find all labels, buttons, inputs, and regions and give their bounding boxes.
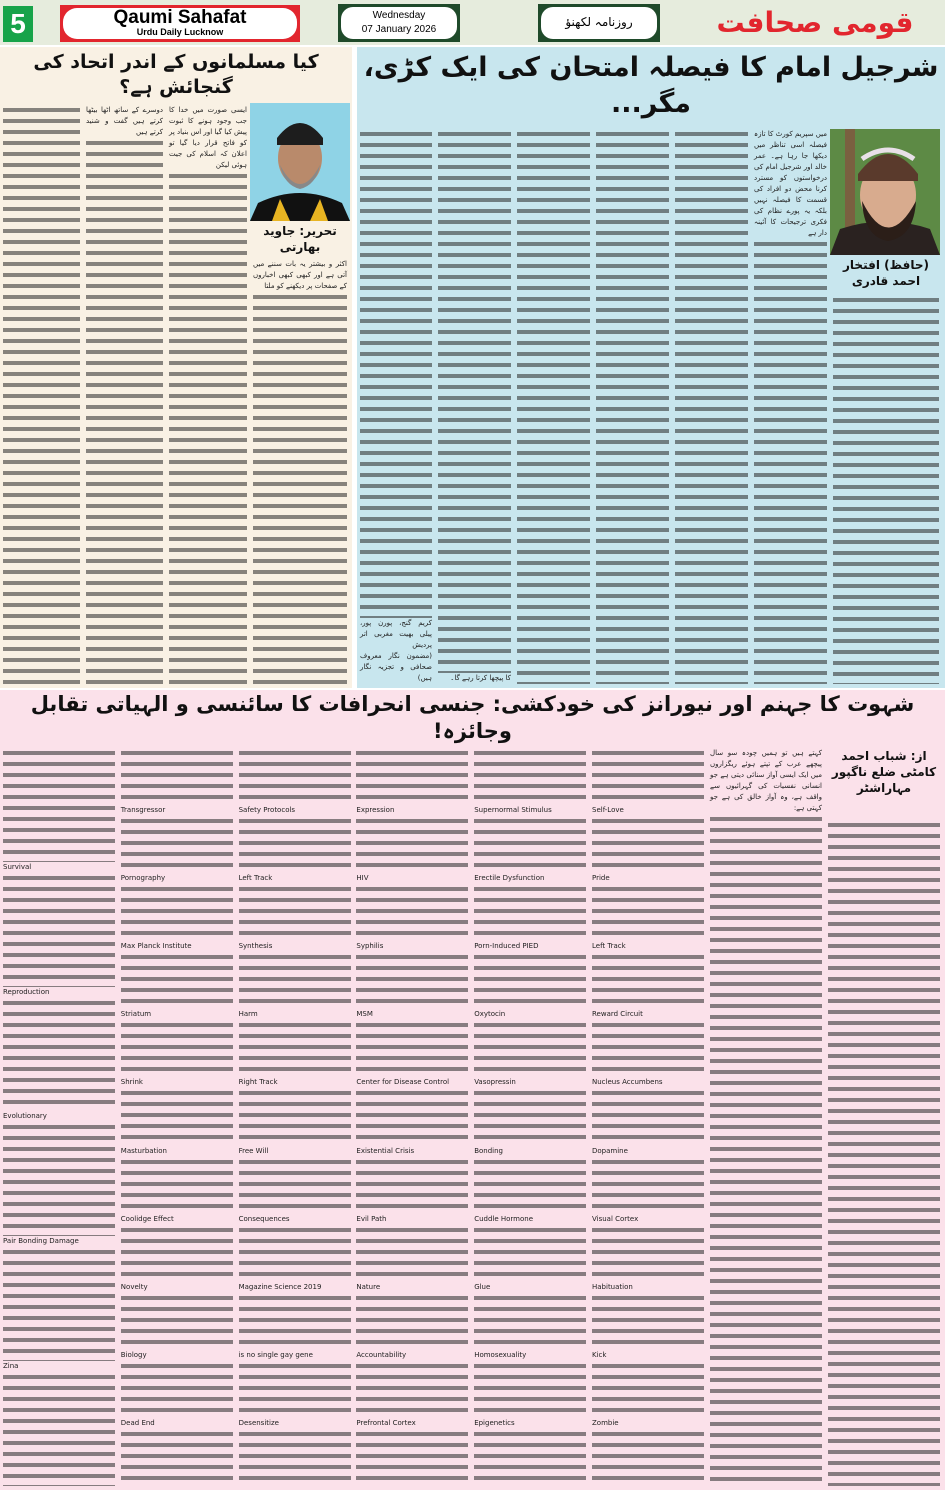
technical-term: Cuddle Hormone [474, 1214, 534, 1223]
technical-term: Dead End [120, 1418, 155, 1427]
body-text: میں سپریم کورٹ کا تازہ فیصلہ اسی تناظر میں دیکھا جا رہا ہے۔ عمر خالد اور شرجیل امام کی درخواستوں کو مسترد کرنا محض دو افراد کی قسمت کا فیصلہ نہیں بلکہ یہ پورے نظام کی فکری ترجیحات کا آئینہ دار ہے [754, 130, 827, 237]
body-text-block [474, 748, 586, 805]
technical-term: Evolutionary [3, 1112, 47, 1121]
body-text-block [356, 1020, 468, 1077]
body-text-block [474, 1293, 586, 1350]
technical-term: Pornography [120, 874, 166, 883]
technical-term: Self-Love [592, 806, 624, 815]
body-text-block [3, 748, 115, 862]
technical-term: Left Track [238, 874, 273, 883]
body-text: دوسرے کے ساتھ اٹھا بیٹھا کرتے ہیں گفت و شنید کرتے ہیں [86, 106, 163, 136]
body-text-block [596, 129, 669, 684]
technical-term: Expression [356, 806, 395, 815]
technical-term: Prefrontal Cortex [356, 1418, 416, 1427]
body-text-block [239, 884, 351, 941]
body-column [118, 748, 236, 1486]
body-text-block [474, 1088, 586, 1145]
technical-term: Kick [592, 1350, 607, 1359]
body-text-block [474, 884, 586, 941]
body-text-block [3, 1247, 115, 1361]
technical-term: HIV [356, 874, 369, 883]
technical-term: Syphilis [356, 942, 384, 951]
body-text-block [592, 1088, 704, 1145]
technical-term: Erectile Dysfunction [474, 874, 545, 883]
author-photo [250, 103, 350, 221]
author-portrait-icon [830, 129, 940, 255]
technical-term: Free Will [238, 1146, 269, 1155]
date-box [338, 4, 460, 42]
body-text-block [86, 138, 163, 685]
body-text-block [356, 1225, 468, 1282]
technical-term: Striatum [120, 1010, 152, 1019]
technical-term: Max Planck Institute [120, 942, 192, 951]
technical-term: Left Track [592, 942, 626, 951]
technical-term: Consequences [238, 1214, 290, 1223]
body-text-block [592, 884, 704, 941]
body-column [353, 748, 471, 1486]
technical-term: Oxytocin [474, 1010, 506, 1019]
body-column [471, 748, 589, 1486]
technical-term: Supernormal Stimulus [474, 806, 552, 815]
technical-term: Zombie [592, 1418, 619, 1427]
body-text-block [239, 1361, 351, 1418]
body-text-block [121, 1361, 233, 1418]
technical-term: Evil Path [356, 1214, 387, 1223]
body-text-block [356, 1429, 468, 1486]
body-text-block [121, 1429, 233, 1486]
body-text-block [121, 1225, 233, 1282]
body-text-block [121, 1088, 233, 1145]
body-text-block [121, 1020, 233, 1077]
byline-name: از: شباب احمد [841, 749, 927, 763]
technical-term: Survival [3, 862, 32, 871]
body-text-block [356, 952, 468, 1009]
body-text-block [474, 1225, 586, 1282]
body-text-block [356, 1361, 468, 1418]
date: 07 January 2026 [361, 24, 437, 35]
body-text-block [592, 952, 704, 1009]
body-text: ایسی صورت میں خدا کا جب وجود ہونے کا ثبوت پیش کیا گیا اور اس بنیاد پر کو فاتح قرار دیا گیا تو اعلان کہ اسلام کی جیت ہوئی لیکن [169, 106, 247, 169]
technical-term: Pair Bonding Damage [3, 1237, 79, 1246]
body-column [0, 748, 118, 1486]
body-text-block [3, 1122, 115, 1236]
technical-term: Reproduction [3, 987, 50, 996]
body-text-block [356, 1293, 468, 1350]
body-column [589, 748, 707, 1486]
technical-term: Existential Crisis [356, 1146, 415, 1155]
body-column [236, 748, 354, 1486]
weekday: Wednesday [372, 10, 426, 21]
body-text-block [474, 1429, 586, 1486]
body-text-block [3, 105, 80, 685]
technical-term: Synthesis [238, 942, 273, 951]
technical-term: Vasopressin [474, 1078, 516, 1087]
author-portrait-icon [250, 103, 350, 221]
body-text: کہتے ہیں تو ہمیں چودہ سو سال پیچھے عرب کے تپتے ہوئے ریگزاروں میں ایک ایسی آواز سنائی دیتی ہے جو انسانی نفسیات کی گہرائیوں سے واقف ہے، وہ آواز خالق کی ہے جو کہتی ہے: [710, 749, 822, 812]
urdu-logo: قومی صحافت [716, 6, 914, 39]
bottom-byline [825, 748, 943, 816]
body-text-block [474, 1361, 586, 1418]
technical-term: Epigenetics [474, 1418, 515, 1427]
author-location: کریم گنج، پورن پور، پیلی بھیت مغربی اتر پردیش [360, 619, 432, 649]
urdu-tag-box [538, 4, 660, 42]
body-text-block [356, 884, 468, 941]
body-text-block [592, 1429, 704, 1486]
body-text-block [754, 239, 827, 684]
body-text-block [828, 820, 940, 1486]
body-text-block [474, 1020, 586, 1077]
body-text-block [592, 1225, 704, 1282]
body-text-block [474, 816, 586, 873]
body-text-block [360, 129, 432, 618]
masthead-subtitle: Urdu Daily Lucknow [136, 27, 224, 37]
technical-term: Pride [592, 874, 610, 883]
body-text-block [121, 1293, 233, 1350]
body-text-block [356, 1157, 468, 1214]
left-byline: تحریر: جاوید بھارتی [263, 224, 337, 254]
body-text-block [833, 295, 939, 684]
body-text-end: کا پیچھا کرتا رہے گا۔ [450, 674, 511, 682]
body-text-block [592, 1157, 704, 1214]
technical-term: Right Track [238, 1078, 278, 1087]
technical-term: Novelty [120, 1282, 148, 1291]
technical-term: Safety Protocols [238, 806, 296, 815]
masthead-logo [60, 5, 300, 42]
body-text-block [474, 1157, 586, 1214]
body-text-block [356, 1088, 468, 1145]
body-text-block [121, 816, 233, 873]
technical-term: Center for Disease Control [356, 1078, 450, 1087]
body-text-block [169, 171, 247, 685]
body-text-block [710, 814, 822, 1486]
author-note: (مضمون نگار معروف صحافی و تجزیہ نگار ہیں) [360, 652, 432, 682]
technical-term: Reward Circuit [592, 1010, 643, 1019]
body-text-block [121, 884, 233, 941]
left-headline: کیا مسلمانوں کے اندر اتحاد کی گنجائش ہے؟ [33, 50, 319, 98]
body-text-block [239, 748, 351, 805]
urdu-tag: روزنامہ لکھنؤ [541, 7, 657, 39]
right-article [357, 47, 945, 688]
masthead-bar [0, 0, 945, 45]
body-text-block [474, 952, 586, 1009]
bottom-headline: شہوت کا جہنم اور نیورانز کی خودکشی: جنسی انحرافات کا سائنسی و الہیاتی تقابل وجائزہ! [30, 692, 915, 743]
technical-term: Desensitize [238, 1418, 279, 1427]
body-text-block [121, 1157, 233, 1214]
body-text-block [592, 1293, 704, 1350]
technical-term: Homosexuality [474, 1350, 527, 1359]
technical-term: Accountability [356, 1350, 407, 1359]
technical-term: MSM [356, 1010, 373, 1019]
body-text-block [239, 1429, 351, 1486]
technical-term: Biology [120, 1350, 147, 1359]
body-text-block [239, 1020, 351, 1077]
body-text-block [592, 1020, 704, 1077]
body-text-block [356, 748, 468, 805]
technical-term: Masturbation [120, 1146, 167, 1155]
technical-term: Harm [238, 1010, 258, 1019]
body-text-block [253, 292, 347, 685]
body-text-block [592, 1361, 704, 1418]
technical-term: Zina [3, 1362, 19, 1371]
technical-term: Coolidge Effect [120, 1214, 174, 1223]
body-text-block [239, 952, 351, 1009]
technical-term: Dopamine [592, 1146, 628, 1155]
body-text-block [592, 748, 704, 805]
technical-term: Bonding [474, 1146, 503, 1155]
body-text-block [239, 1088, 351, 1145]
body-text: اکثر و بیشتر یہ بات سننے میں آتی ہے اور کبھی کبھی اخباروں کے صفحات پر دیکھنے کو ملتا [253, 260, 347, 290]
body-text-block [239, 816, 351, 873]
body-text-block [517, 129, 590, 684]
technical-term: Nature [356, 1282, 381, 1291]
technical-term: Habituation [592, 1282, 633, 1291]
technical-term: Visual Cortex [592, 1214, 639, 1223]
technical-term: is no single gay gene [238, 1350, 313, 1359]
technical-term: Porn-Induced PIED [474, 942, 539, 951]
byline-place: کامٹی ضلع ناگپور مہاراشٹر [831, 765, 937, 795]
body-text-block [239, 1157, 351, 1214]
page-number: 5 [3, 6, 33, 42]
technical-term: Transgressor [120, 806, 166, 815]
body-text-block [3, 998, 115, 1112]
body-text-block [3, 1372, 115, 1486]
author-photo [830, 129, 940, 255]
body-text-block [239, 1225, 351, 1282]
masthead-title: Qaumi Sahafat [113, 7, 247, 28]
right-byline: (حافظ) افتخار احمد قادری [843, 258, 929, 288]
technical-term: Glue [474, 1282, 491, 1291]
body-text-block [592, 816, 704, 873]
technical-term: Shrink [120, 1078, 143, 1087]
body-text-block [239, 1293, 351, 1350]
body-text-block [675, 129, 748, 684]
technical-term: Nucleus Accumbens [592, 1078, 663, 1087]
body-text-block [121, 952, 233, 1009]
body-text-block [3, 873, 115, 987]
right-headline: شرجیل امام کا فیصلہ امتحان کی ایک کڑی، مگر... [363, 52, 939, 119]
body-text-block [121, 748, 233, 805]
technical-term: Magazine Science 2019 [238, 1282, 322, 1291]
bottom-article [0, 690, 945, 1490]
left-article [0, 47, 352, 688]
body-text-block [438, 129, 511, 673]
body-text-block [356, 816, 468, 873]
